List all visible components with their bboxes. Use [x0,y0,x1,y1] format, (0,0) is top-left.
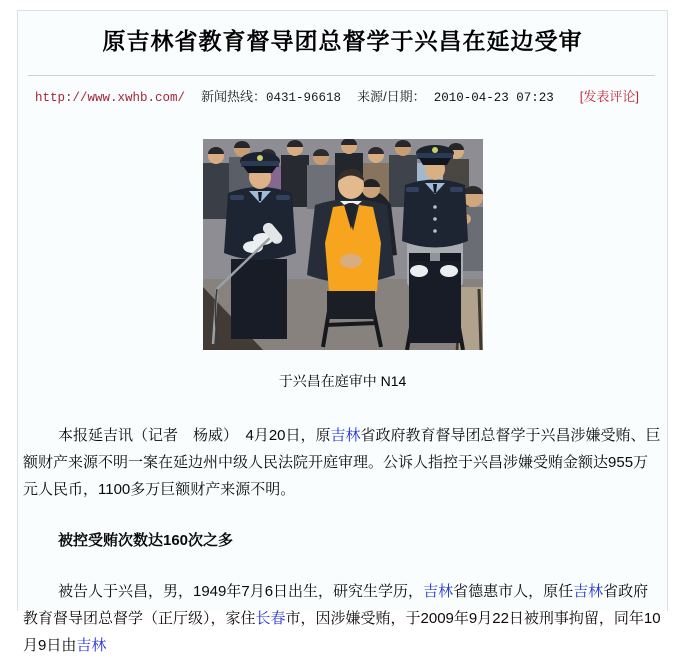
site-url-link[interactable]: http://www.xwhb.com/ [35,91,186,105]
page-title: 原吉林省教育督导团总督学于兴昌在延边受审 [102,28,583,54]
article-paragraph [23,578,661,659]
text-segment: 省政府教育督导团总督学（正厅级），家住 [23,583,649,627]
courtroom-photo [203,139,483,350]
publish-datetime: 2010-04-23 07:23 [433,91,554,105]
inline-link[interactable]: 吉林 [330,427,361,444]
inline-link[interactable]: 吉林 [573,583,604,600]
courtroom-photo-graphic [203,139,483,350]
text-segment: 被告人于兴昌，男，1949年7月6日出生，研究生学历， [58,583,424,600]
article-page [17,10,668,654]
hotline-label: 新闻热线： [201,89,267,104]
post-comment-link[interactable]: [发表评论] [579,89,639,104]
photo-caption: 于兴昌在庭审中 N14 [278,373,407,389]
text-segment: 本报延吉讯（记者 杨威） 4月20日，原 [58,427,331,444]
article-paragraph [23,422,661,503]
inline-link[interactable]: 吉林 [76,637,107,654]
inline-link[interactable]: 吉林 [423,583,454,600]
text-segment: 市，因涉嫌受贿，于2009年9月22日被刑事拘留，同年10月9日由 [23,610,661,654]
article-body [23,422,661,659]
text-segment: 被控受贿次数达160次之多 [58,532,234,549]
title-divider [28,75,655,77]
source-date-label: 来源/日期： [357,89,426,104]
text-segment: 省德惠市人，原任 [453,583,574,600]
hotline-number: 0431-96618 [266,91,342,105]
meta-row [35,86,667,105]
inline-link[interactable]: 长春 [255,610,286,627]
article-subheading [23,527,661,554]
text-segment: 省政府教育督导团总督学于兴昌涉嫌受贿、巨额财产来源不明一案在延边州中级人民法院开庭审理。公诉人指控于兴昌涉嫌受贿金额达955万元人民币，1100多万巨额财产来源不明。 [23,427,661,498]
news-hotline [201,89,341,104]
